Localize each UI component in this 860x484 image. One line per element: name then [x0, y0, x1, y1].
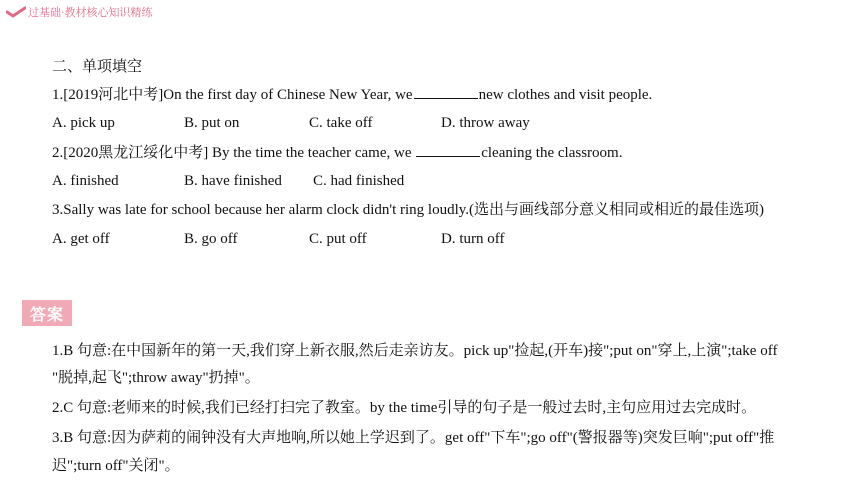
question-1-option-b: B. put on [184, 115, 240, 131]
answer-1-line-1: 1.B 句意:在中国新年的第一天,我们穿上新衣服,然后走亲访友。pick up"捡起,(开车)接";put on"穿上,上演";take off [52, 343, 778, 359]
question-1-stem-post: new clothes and visit people. [478, 87, 653, 103]
question-1-option-d: D. throw away [441, 115, 530, 131]
question-2-stem [52, 142, 622, 163]
question-3-option-b: B. go off [184, 231, 238, 247]
question-3-option-d: D. turn off [441, 231, 505, 247]
question-2-stem-post: cleaning the classroom. [481, 145, 623, 161]
question-2-option-b: B. have finished [184, 173, 282, 189]
answer-2-line-1: 2.C 句意:老师来的时候,我们已经打扫完了教室。by the time引导的句子是一般过去时,主句应用过去完成时。 [52, 400, 757, 416]
answer-1-line-2: "脱掉,起飞";throw away"扔掉"。 [52, 370, 260, 386]
page-header [6, 4, 153, 20]
question-1-blank [414, 84, 478, 99]
question-1-stem-pre: 1.[2019河北中考]On the first day of Chinese New Year, we [52, 87, 413, 103]
question-3-option-a: A. get off [52, 231, 110, 247]
question-1-option-c: C. take off [309, 115, 373, 131]
section-title: 二、单项填空 [52, 57, 143, 75]
question-3-stem: 3.Sally was late for school because her alarm clock didn't ring loudly.(选出与画线部分意义相同或相近的最佳选项) [52, 202, 765, 218]
question-2-option-a: A. finished [52, 173, 119, 189]
question-1-stem [52, 84, 652, 105]
question-2-blank [416, 142, 480, 157]
header-brand-text: 过基础·教材核心知识精练 [28, 6, 153, 19]
question-2-option-c: C. had finished [313, 173, 405, 189]
answer-3-line-1: 3.B 句意:因为萨莉的闹钟没有大声地响,所以她上学迟到了。get off"下车";go off"(警报器等)突发巨响";put off"推 [52, 430, 775, 446]
checkmark-logo-icon [6, 6, 26, 18]
question-3-option-c: C. put off [309, 231, 367, 247]
question-2-stem-pre: 2.[2020黑龙江绥化中考] By the time the teacher came, we [52, 145, 416, 161]
question-1-option-a: A. pick up [52, 115, 115, 131]
answer-3-line-2: 迟";turn off"关闭"。 [52, 458, 180, 474]
answer-badge: 答案 [22, 300, 72, 326]
